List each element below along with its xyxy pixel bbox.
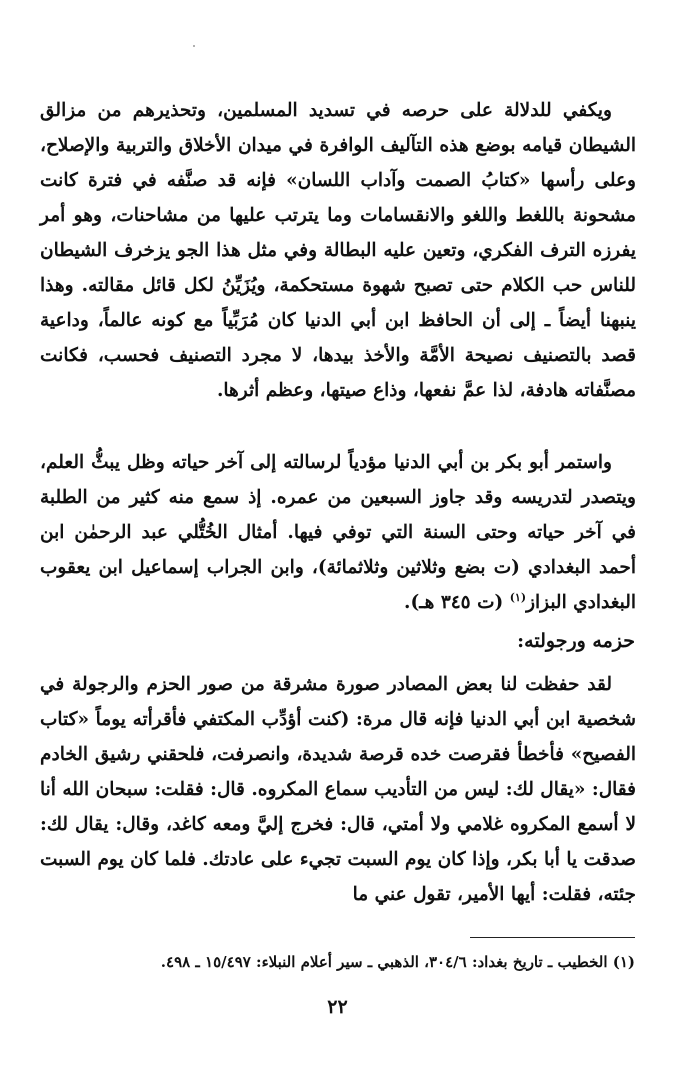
scan-speck: [193, 45, 195, 47]
section-heading: حزمه ورجولته:: [517, 630, 635, 652]
body-text-bottom: [40, 667, 636, 912]
paragraph-teaching-text: واستمر أبو بكر بن أبي الدنيا مؤدياً لرسالته إلى آخر حياته وظل يبثُّ العلم، ويتصدر لتدريسه وقد جاوز السبعين من عمره. إذ سمع منه كثير من الطلبة في آخر حياته وحتى السنة التي توفي فيها. أمثال الخُتُّلي عبد الرحمٰن ابن أحمد البغدادي (ت بضع وثلاثين وثلاثمائة)، وابن الجراب إسماعيل ابن يعقوب البغدادي البزاز: [40, 452, 636, 613]
paragraph-teaching: [40, 445, 636, 620]
paragraph-firmness: لقد حفظت لنا بعض المصادر صورة مشرقة من صور الحزم والرجولة في شخصية ابن أبي الدنيا فإنه قال مرة: (كنت أؤدِّب المكتفي فأقرأته يوماً «كتاب الفصيح» فأخطأ فقرصت خده قرصة شديدة، وانصرفت، فلحقني رشيق الخادم فقال: «يقال لك: ليس من التأديب سماع المكروه. قال: فقلت: سبحان الله أنا لا أسمع المكروه غلامي ولا أمتي، قال: فخرج إليَّ ومعه كاغد، وقال: يقال لك: صدقت يا أبا بكر، وإذا كان يوم السبت تجيء على عادتك. فلما كان يوم السبت جئته، فقلت: أيها الأمير، تقول عني ما: [40, 674, 636, 905]
footnote: (١) الخطيب ـ تاريخ بغداد: ٣٠٤/٦، الذهبي ـ سير أعلام النبلاء: ١٥/٤٩٧ ـ ٤٩٨.: [160, 953, 635, 971]
footnote-separator: [470, 937, 635, 938]
body-text-middle: [40, 445, 636, 620]
paragraph-writings: ويكفي للدلالة على حرصه في تسديد المسلمين، وتحذيرهم من مزالق الشيطان قيامه بوضع هذه التآليف الوافرة في ميدان الأخلاق والتربية والإصلاح، وعلى رأسها «كتابُ الصمت وآداب اللسان» فإنه قد صنَّفه في فترة كانت مشحونة باللغط واللغو والانقسامات وما يترتب عليها من مشاحنات، وهو أمر يفرزه الترف الفكري، وتعين عليه البطالة وفي مثل هذا الجو يزخرف الشيطان للناس حب الكلام حتى تصبح شهوة مستحكمة، ويُزَيِّنُ لكل قائل مقالته. وهذا ينبهنا أيضاً ـ إلى أن الحافظ ابن أبي الدنيا كان مُرَبِّياً مع كونه عالماً، وداعية قصد بالتصنيف نصيحة الأمَّة والأخذ بيدها، لا مجرد التصنيف فحسب، فكانت مصنَّفاته هادفة، لذا عمَّ نفعها، وذاع صيتها، وعظم أثرها.: [40, 100, 636, 401]
body-text-top: [40, 93, 636, 408]
death-date: (ت ٣٤٥ هـ).: [404, 592, 504, 613]
page-number: ٢٢: [327, 996, 348, 1018]
footnote-reference[interactable]: (١): [509, 590, 527, 604]
